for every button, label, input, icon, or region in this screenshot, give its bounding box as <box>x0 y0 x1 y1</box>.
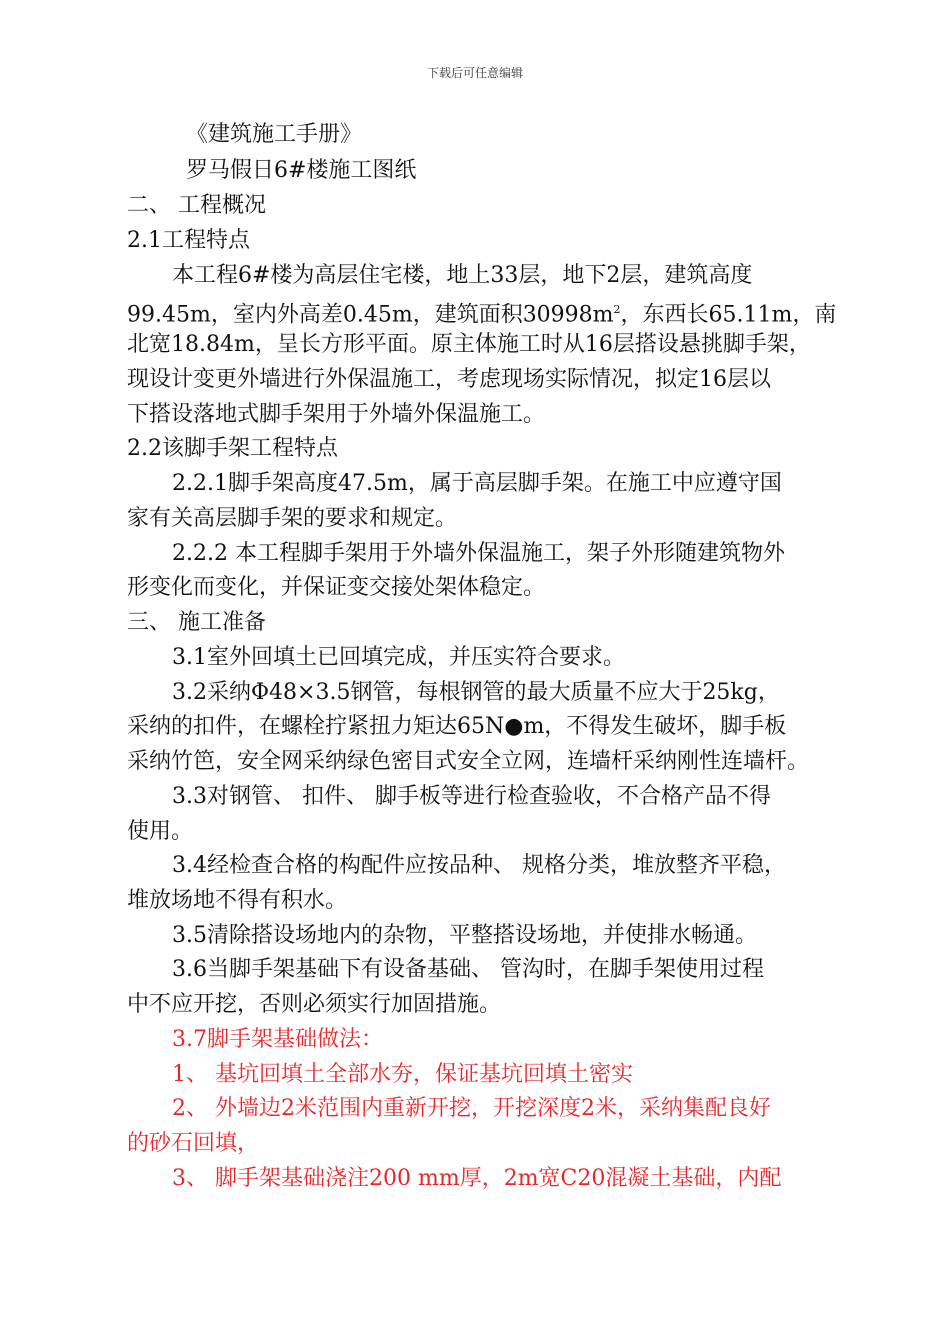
superscript: 2 <box>613 303 621 316</box>
paragraph-line: 家有关高层脚手架的要求和规定。 <box>127 506 458 531</box>
highlighted-line: 的砂石回填， <box>127 1131 260 1156</box>
paragraph-line: 现设计变更外墙进行外保温施工，考虑现场实际情况，拟定16层以 <box>127 367 771 392</box>
paragraph-line: 堆放场地不得有积水。 <box>127 888 348 913</box>
paragraph-line: 3.3对钢管、 扣件、 脚手板等进行检查验收，不合格产品不得 <box>172 784 771 809</box>
highlighted-line: 1、 基坑回填土全部水夯，保证基坑回填土密实 <box>172 1062 633 1087</box>
highlighted-heading: 3.7脚手架基础做法： <box>172 1027 383 1052</box>
subsection-heading: 2.2该脚手架工程特点 <box>127 436 338 461</box>
paragraph-line: 2.2.2 本工程脚手架用于外墙外保温施工，架子外形随建筑物外 <box>172 541 785 566</box>
paragraph-line: 3.2采纳Φ48×3.5钢管，每根钢管的最大质量不应大于25kg， <box>172 680 780 705</box>
paragraph-line: 3.6当脚手架基础下有设备基础、 管沟时，在脚手架使用过程 <box>172 957 764 982</box>
paragraph-line: 形变化而变化，并保证变交接处架体稳定。 <box>127 575 546 600</box>
paragraph-line: 3.1室外回填土已回填完成，并压实符合要求。 <box>172 645 625 670</box>
paragraph-line: 使用。 <box>127 819 194 844</box>
paragraph-line: 采纳的扣件，在螺栓拧紧扭力矩达65N●m，不得发生破坏，脚手板 <box>127 714 787 739</box>
paragraph-line: 下搭设落地式脚手架用于外墙外保温施工。 <box>127 402 546 427</box>
paragraph-line: 采纳竹笆，安全网采纳绿色密目式安全立网，连墙杆采纳刚性连墙杆。 <box>127 749 810 774</box>
reference-drawings: 罗马假日6#楼施工图纸 <box>186 158 417 183</box>
section-heading: 三、 施工准备 <box>127 610 266 635</box>
page-header: 下载后可任意编辑 <box>426 66 523 80</box>
paragraph-line: 本工程6#楼为高层住宅楼，地上33层，地下2层，建筑高度 <box>172 263 753 288</box>
highlighted-line: 3、 脚手架基础浇注200 mm厚，2m宽C20混凝土基础，内配 <box>172 1166 782 1191</box>
paragraph-line: 99.45m，室内外高差0.45m，建筑面积$30998m^2$，东西长65.11m，南 <box>127 302 837 328</box>
paragraph-line: 3.4经检查合格的构配件应按品种、 规格分类，堆放整齐平稳， <box>172 853 786 878</box>
paragraph-line: 3.5清除搭设场地内的杂物，平整搭设场地，并使排水畅通。 <box>172 923 757 948</box>
paragraph-line: 北宽18.84m，呈长方形平面。原主体施工时从16层搭设悬挑脚手架， <box>127 332 811 357</box>
subsection-heading: 2.1工程特点 <box>127 228 250 253</box>
highlighted-line: 2、 外墙边2米范围内重新开挖，开挖深度2米，采纳集配良好 <box>172 1096 771 1121</box>
paragraph-line: 中不应开挖，否则必须实行加固措施。 <box>127 992 502 1017</box>
paragraph-line: 2.2.1脚手架高度47.5m，属于高层脚手架。在施工中应遵守国 <box>172 471 782 496</box>
section-heading: 二、 工程概况 <box>127 193 266 218</box>
reference-handbook: 《建筑施工手册》 <box>186 122 363 147</box>
